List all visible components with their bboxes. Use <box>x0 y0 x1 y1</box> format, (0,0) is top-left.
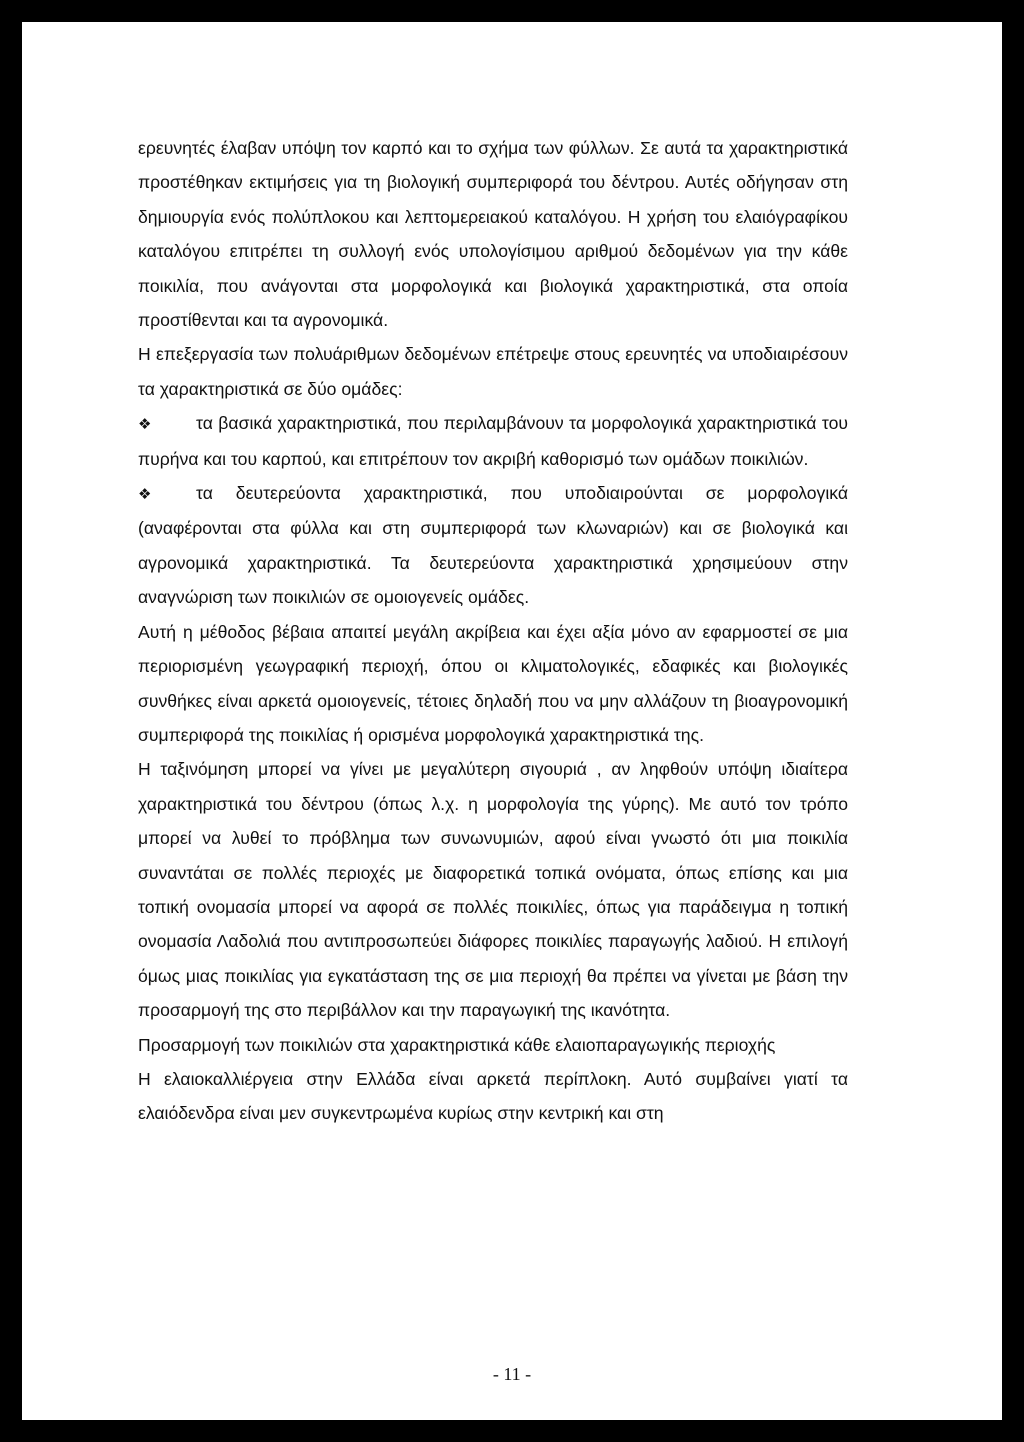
bullet-text-basic: τα βασικά χαρακτηριστικά, που περιλαμβάνουν τα μορφολογικά χαρακτηριστικά του πυρήνα και του καρπού, και επιτρέπουν τον ακριβή καθορισμό των ομάδων ποικιλιών. <box>138 413 848 469</box>
paragraph-intro: ερευνητές έλαβαν υπόψη τον καρπό και το σχήμα των φύλλων. Σε αυτά τα χαρακτηριστικά προστέθηκαν εκτιμήσεις για τη βιολογική συμπεριφορά του δέντρου. Αυτές οδήγησαν στη δημιουργία ενός πολύπλοκου και λεπτομερειακού καταλόγου. Η χρήση του ελαιόγραφίκου καταλόγου επιτρέπει τη συλλογή ενός υπολογίσιμου αριθμού δεδομένων για την κάθε ποικιλία, που ανάγονται στα μορφολογικά και βιολογικά χαρακτηριστικά, στα οποία προστίθενται και τα αγρονομικά. <box>138 138 848 331</box>
paragraph-processing <box>138 337 848 406</box>
bullet-text-secondary: τα δευτερεύοντα χαρακτηριστικά, που υποδιαιρούνται σε μορφολογικά (αναφέρονται στα φύλλα και στη συμπεριφορά των κλωναριών) και σε βιολογικά και αγρονομικά χαρακτηριστικά. Τα δευτερεύοντα χαρακτηριστικά χρησιμεύουν στην αναγνώριση των ποικιλιών σε ομοιογενείς ομάδες. <box>138 483 848 608</box>
bullet-item-secondary <box>138 476 848 615</box>
section-heading-adaptation: Προσαρμογή των ποικιλιών στα χαρακτηριστικά κάθε ελαιοπαραγωγικής περιοχής <box>138 1034 776 1055</box>
paragraph-method: Αυτή η μέθοδος βέβαια απαιτεί μεγάλη ακρίβεια και έχει αξία μόνο αν εφαρμοστεί σε μια περιορισμένη γεωγραφική περιοχή, όπου οι κλιματολογικές, εδαφικές και βιολογικές συνθήκες είναι αρκετά ομοιογενείς, τέτοιες δηλαδή που να μην αλλάζουν τη βιοαγρονομική συμπεριφορά της ποικιλίας ή ορισμένα μορφολογικά χαρακτηριστικά της. <box>138 621 848 745</box>
bullet-diamond-icon: ❖ <box>138 415 152 434</box>
bullet-diamond-icon: ❖ <box>138 485 152 504</box>
document-body <box>138 131 848 1131</box>
paragraph-processing-text: Η επεξεργασία των πολυάριθμων δεδομένων επέτρεψε στους ερευνητές να υποδιαιρέσουν τα χαρακτηριστικά σε δύο ομάδες: <box>138 344 848 399</box>
bullet-item-basic <box>138 406 848 476</box>
paragraph-cultivation: Η ελαιοκαλλιέργεια στην Ελλάδα είναι αρκετά περίπλοκη. Αυτό συμβαίνει γιατί τα ελαιόδενδρα είναι μεν συγκεντρωμένα κυρίως στην κεντρική και στη <box>138 1068 848 1124</box>
paragraph-classification: Η ταξινόμηση μπορεί να γίνει με μεγαλύτερη σιγουριά , αν ληφθούν υπόψη ιδιαίτερα χαρακτηριστικά του δέντρου (όπως λ.χ. η μορφολογία της γύρης). Με αυτό τον τρόπο μπορεί να λυθεί το πρόβλημα των συνωνυμιών, αφού είναι γνωστό ότι μια ποικιλία συναντάται σε πολλές περιοχές με διαφορετικά τοπικά ονόματα, όπως επίσης και μια τοπική ονομασία μπορεί να αφορά σε πολλές ποικιλίες, όπως για παράδειγμα η τοπική ονομασία Λαδολιά που αντιπροσωπεύει διάφορες ποικιλίες παραγωγής λαδιού. Η επιλογή όμως μιας ποικιλίας για εγκατάσταση της σε μια περιοχή θα πρέπει να γίνεται με βάση την προσαρμογή της στο περιβάλλον και την παραγωγική της ικανότητα. <box>138 759 848 1021</box>
page-number: - 11 - <box>492 1364 532 1384</box>
